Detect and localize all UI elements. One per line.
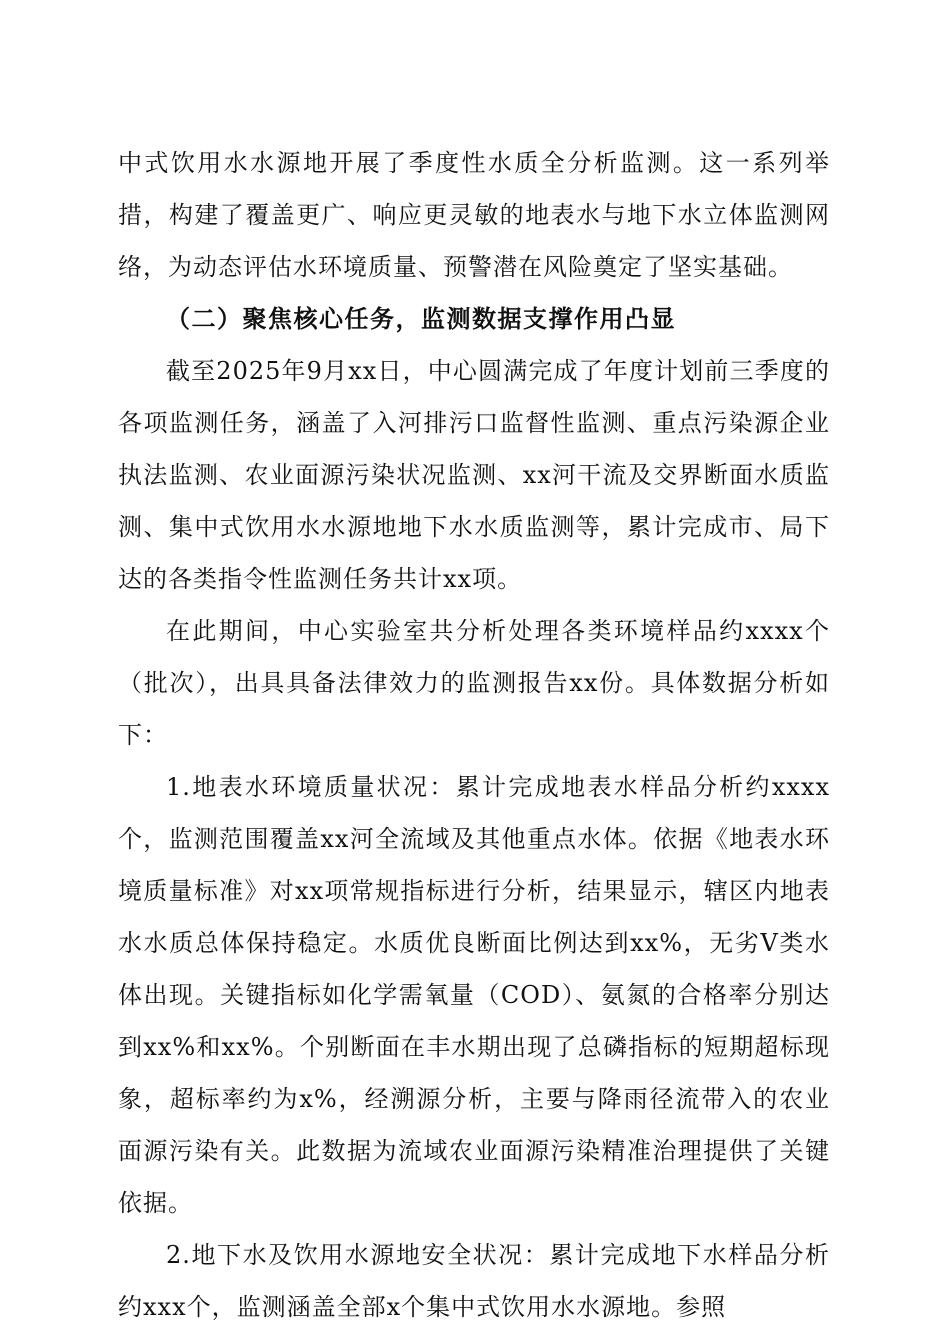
paragraph-surface-water: 1.地表水环境质量状况：累计完成地表水样品分析约xxxx个，监测范围覆盖xx河全流域及其他重点水体。依据《地表水环境质量标准》对xx项常规指标进行分析，结果显示，辖区内地表水水质总体保持稳定。水质优良断面比例达到xx%，无劣Ⅴ类水体出现。关键指标如化学需氧量（COD）、氨氮的合格率分别达到xx%和xx%。个别断面在丰水期出现了总磷指标的短期超标现象，超标率约为x%，经溯源分析，主要与降雨径流带入的农业面源污染有关。此数据为流域农业面源污染精准治理提供了关键依据。: [118, 773, 830, 1217]
paragraph-intro-continuation: 中式饮用水水源地开展了季度性水质全分析监测。这一系列举措，构建了覆盖更广、响应更灵敏的地表水与地下水立体监测网络，为动态评估水环境质量、预警潜在风险奠定了坚实基础。: [118, 149, 830, 281]
paragraph-groundwater: 2.地下水及饮用水源地安全状况：累计完成地下水样品分析约xxx个，监测涵盖全部x个集中式饮用水水源地。参照: [118, 1241, 830, 1321]
paragraph-sample-analysis: 在此期间，中心实验室共分析处理各类环境样品约xxxx个（批次），出具具备法律效力的监测报告xx份。具体数据分析如下：: [118, 617, 830, 749]
document-body: [118, 137, 830, 1333]
section-heading: （二）聚焦核心任务，监测数据支撑作用凸显: [166, 304, 676, 333]
paragraph-task-completion: 截至2025年9月xx日，中心圆满完成了年度计划前三季度的各项监测任务，涵盖了入河排污口监督性监测、重点污染源企业执法监测、农业面源污染状况监测、xx河干流及交界断面水质监测、集中式饮用水水源地地下水水质监测等，累计完成市、局下达的各类指令性监测任务共计xx项。: [118, 357, 830, 593]
